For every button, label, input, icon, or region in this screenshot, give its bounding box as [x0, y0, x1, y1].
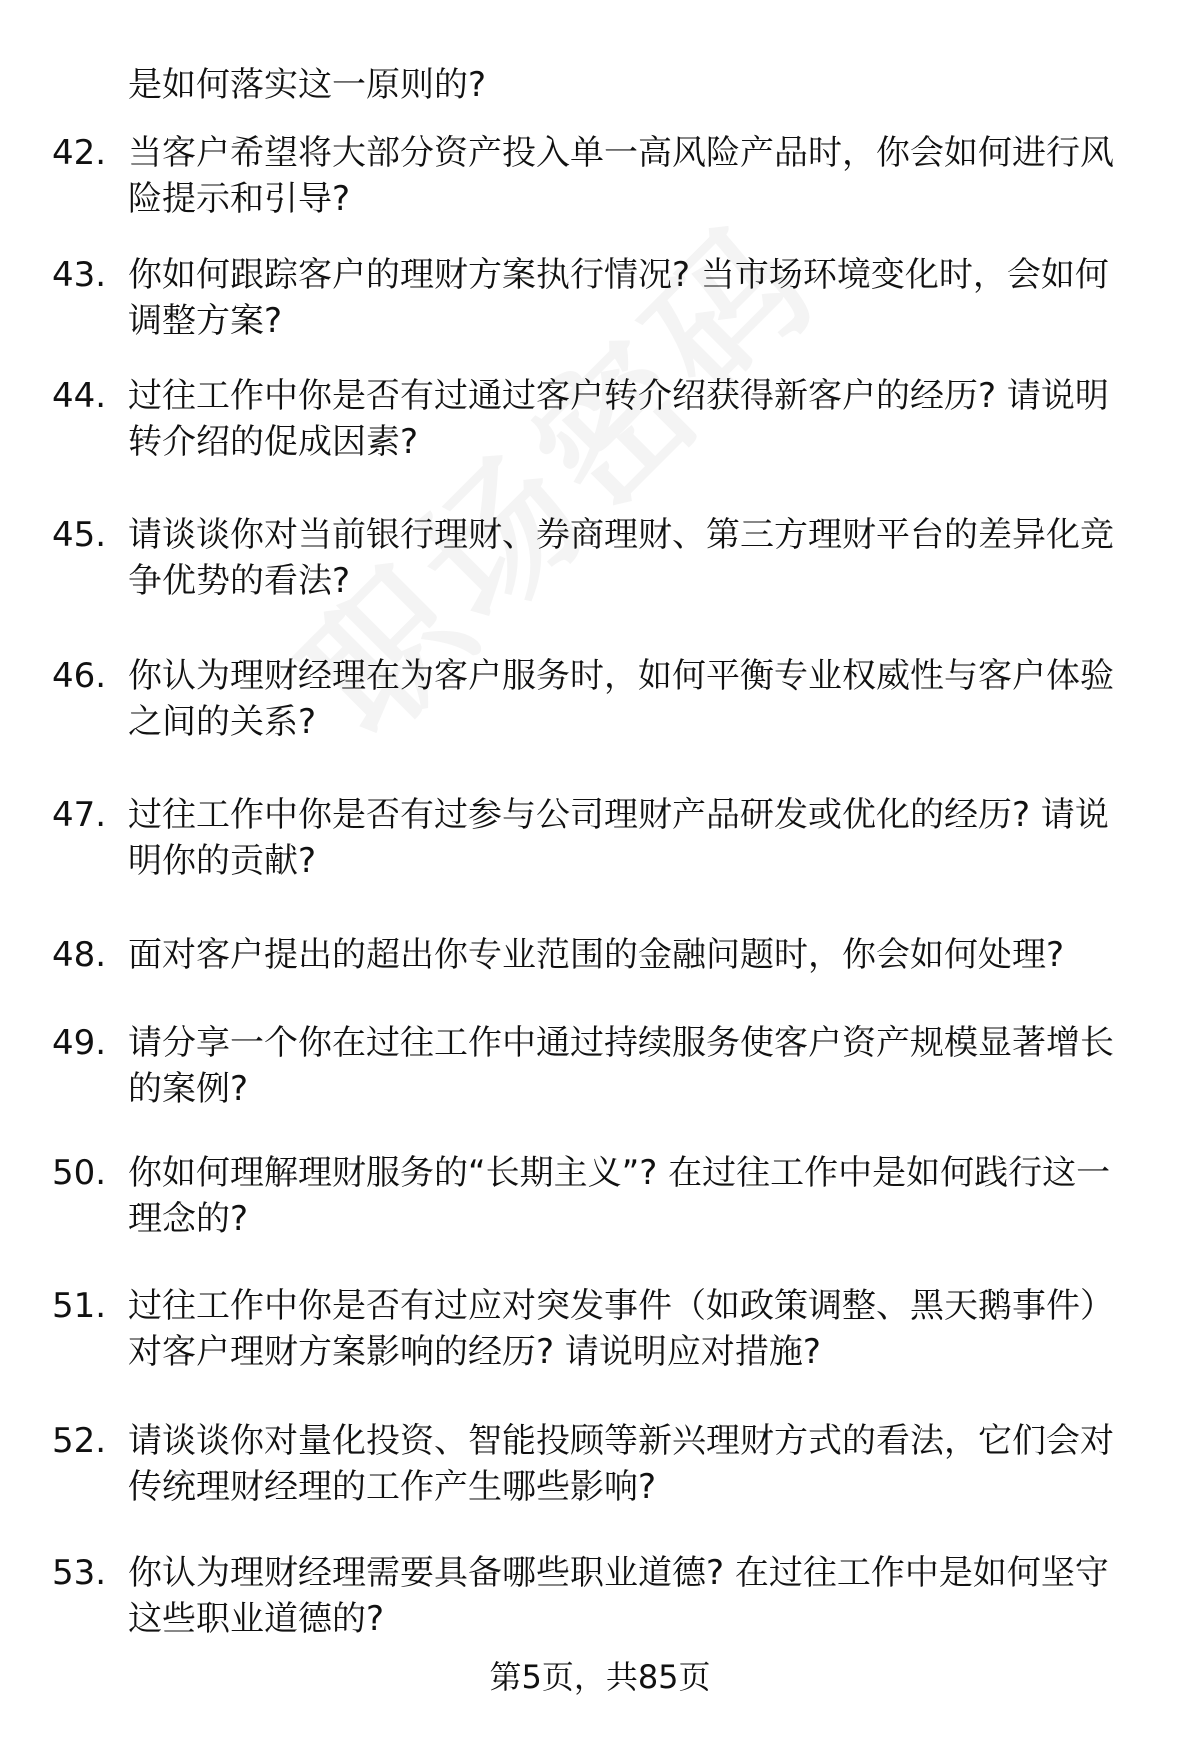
question-text: 你认为理财经理需要具备哪些职业道德? 在过往工作中是如何坚守这些职业道德的?	[128, 1553, 1109, 1639]
question-number: 51.	[52, 1286, 107, 1326]
question-number: 42.	[52, 133, 107, 173]
continuation-text: 是如何落实这一原则的?	[128, 65, 487, 105]
question-text: 你认为理财经理在为客户服务时，如何平衡专业权威性与客户体验之间的关系?	[128, 656, 1114, 742]
question-number: 48.	[52, 935, 107, 975]
question-number: 46.	[52, 656, 107, 696]
question-number: 52.	[52, 1421, 107, 1461]
question-text: 面对客户提出的超出你专业范围的金融问题时，你会如何处理?	[128, 935, 1065, 975]
question-text: 当客户希望将大部分资产投入单一高风险产品时，你会如何进行风险提示和引导?	[128, 133, 1114, 219]
question-number: 44.	[52, 376, 107, 416]
question-text: 请谈谈你对量化投资、智能投顾等新兴理财方式的看法，它们会对传统理财经理的工作产生哪些影响?	[128, 1421, 1114, 1507]
question-number: 43.	[52, 255, 107, 295]
question-text: 请谈谈你对当前银行理财、券商理财、第三方理财平台的差异化竞争优势的看法?	[128, 515, 1114, 601]
question-number: 50.	[52, 1153, 107, 1193]
question-text: 你如何理解理财服务的“长期主义”? 在过往工作中是如何践行这一理念的?	[128, 1153, 1111, 1239]
question-text: 过往工作中你是否有过应对突发事件（如政策调整、黑天鹅事件）对客户理财方案影响的经历? 请说明应对措施?	[128, 1286, 1114, 1372]
question-number: 47.	[52, 795, 107, 835]
page-footer: 第5页，共85页	[489, 1658, 711, 1696]
question-number: 49.	[52, 1023, 107, 1063]
question-text: 请分享一个你在过往工作中通过持续服务使客户资产规模显著增长的案例?	[128, 1023, 1114, 1109]
question-text: 过往工作中你是否有过参与公司理财产品研发或优化的经历? 请说明你的贡献?	[128, 795, 1109, 881]
question-number: 53.	[52, 1553, 107, 1593]
question-text: 你如何跟踪客户的理财方案执行情况? 当市场环境变化时，会如何调整方案?	[128, 255, 1109, 341]
question-text: 过往工作中你是否有过通过客户转介绍获得新客户的经历? 请说明转介绍的促成因素?	[128, 376, 1109, 462]
question-number: 45.	[52, 515, 107, 555]
